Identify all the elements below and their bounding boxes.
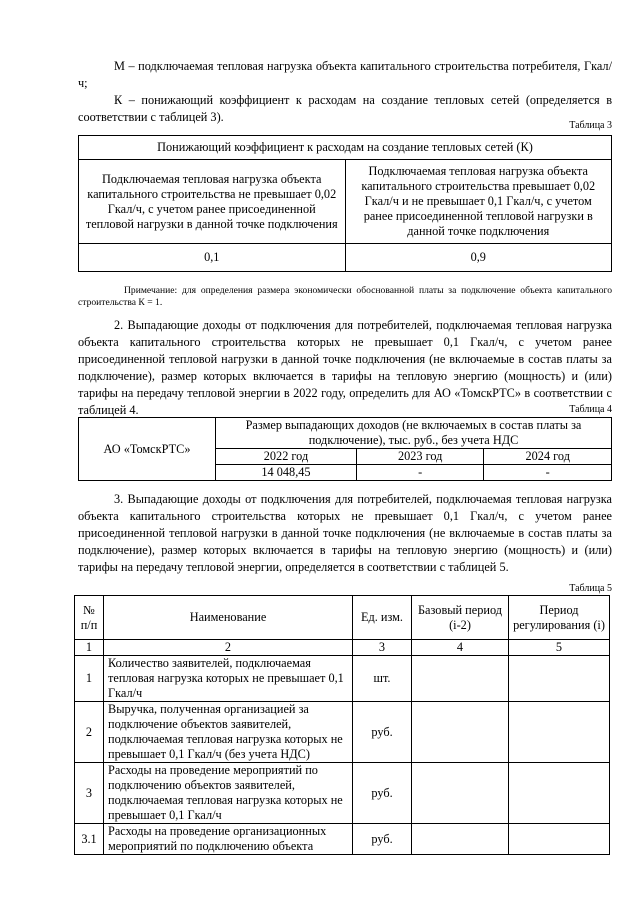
row-unit: руб. [353,763,412,824]
paragraph-2: 2. Выпадающие доходы от подключения для потребителей, подключаемая тепловая нагрузка объекта капитального строительства которых не превышает 0,1 Гкал/ч, с учетом ранее присоединенной тепловой нагрузки в данной точке подключения (не включаемые в состав платы за подключение), размер которых включается в тарифы на тепловую энергию (мощность) и (или) тарифы на передачу тепловой энергии в 2022 году, определить для АО «ТомскРТС» в соответствии с таблицей 4. [78,318,612,417]
table3-val2: 0,9 [345,244,612,272]
table-row [75,763,610,824]
row-base [412,702,509,763]
table3-header: Понижающий коэффициент к расходам на создание тепловых сетей (К) [79,136,612,160]
table-row [75,656,610,702]
table-row [75,824,610,855]
row-period [509,656,610,702]
row-period [509,702,610,763]
table5-colnum: 3 [353,640,412,656]
table3-note: Примечание: для определения размера экономически обоснованной платы за подключение объекта капитального строительства К = 1. [78,284,612,308]
table4-value-2023: - [356,465,483,481]
row-period [509,763,610,824]
row-name: Расходы на проведение мероприятий по подключению объектов заявителей, подключаемая тепловая нагрузка которых не превышает 0,1 Гкал/ч [104,763,353,824]
table3-val1: 0,1 [79,244,346,272]
k-definition: К – понижающий коэффициент к расходам на создание тепловых сетей (определяется в соответствии с таблицей 3). [78,93,612,124]
row-name: Выручка, полученная организацией за подключение объектов заявителей, подключаемая тепловая нагрузка которых не превышает 0,1 Гкал/ч (без учета НДС) [104,702,353,763]
row-base [412,763,509,824]
table5-header-period: Период регулирования (i) [509,596,610,640]
table4-year-2023: 2023 год [356,449,483,465]
table5-header-name: Наименование [104,596,353,640]
table4-header: Размер выпадающих доходов (не включаемых в состав платы за подключение), тыс. руб., без учета НДС [216,418,612,449]
table3-caption: Таблица 3 [569,120,612,131]
table4-org: АО «ТомскРТС» [79,418,216,481]
table-row [75,702,610,763]
table4-value-2024: - [484,465,612,481]
row-period [509,824,610,855]
row-unit: руб. [353,702,412,763]
table5-header-base: Базовый период (i-2) [412,596,509,640]
table4-year-2022: 2022 год [216,449,357,465]
table3-col2: Подключаемая тепловая нагрузка объекта капитального строительства превышает 0,02 Гкал/ч и не превышает 0,1 Гкал/ч, с учетом ранее присоединенной тепловой нагрузки в данной точке подключения [345,160,612,244]
row-name: Расходы на проведение организационных мероприятий по подключению объекта [104,824,353,855]
table4-value-2022: 14 048,45 [216,465,357,481]
table5-colnum: 2 [104,640,353,656]
table5-colnum: 5 [509,640,610,656]
paragraph-3: 3. Выпадающие доходы от подключения для потребителей, подключаемая тепловая нагрузка объекта капитального строительства которых не превышает 0,1 Гкал/ч, с учетом ранее присоединенной тепловой нагрузки в данной точке подключения (не включаемые в состав платы за подключение), размер которых включается в тарифы на тепловую энергию (мощность) и (или) тарифы на передачу тепловой энергии, определяется в соответствии с таблицей 5. [78,492,612,574]
table5 [74,595,610,855]
row-unit: руб. [353,824,412,855]
row-num: 3.1 [75,824,104,855]
table4 [78,417,612,481]
m-definition: М – подключаемая тепловая нагрузка объекта капитального строительства потребителя, Гкал/ч; [78,59,612,90]
table5-colnum: 1 [75,640,104,656]
table5-header-unit: Ед. изм. [353,596,412,640]
row-base [412,824,509,855]
row-num: 2 [75,702,104,763]
table4-year-2024: 2024 год [484,449,612,465]
row-num: 1 [75,656,104,702]
row-num: 3 [75,763,104,824]
table3 [78,135,612,272]
table5-caption: Таблица 5 [569,583,612,594]
row-unit: шт. [353,656,412,702]
row-base [412,656,509,702]
row-name: Количество заявителей, подключаемая тепловая нагрузка которых не превышает 0,1 Гкал/ч [104,656,353,702]
table5-colnum: 4 [412,640,509,656]
table3-col1: Подключаемая тепловая нагрузка объекта капитального строительства не превышает 0,02 Гкал/ч, с учетом ранее присоединенной тепловой нагрузки в данной точке подключения [79,160,346,244]
table4-caption: Таблица 4 [569,404,612,415]
table5-header-num: № п/п [75,596,104,640]
